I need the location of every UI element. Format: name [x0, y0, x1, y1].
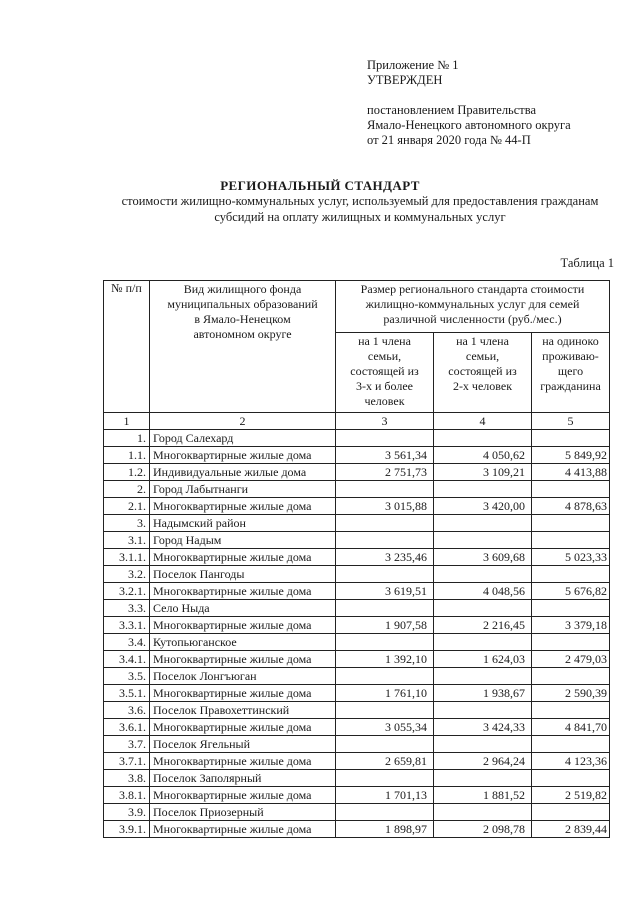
value-single	[532, 634, 610, 651]
value-family-2: 1 624,03	[434, 651, 532, 668]
row-name: Поселок Ягельный	[150, 736, 336, 753]
table-row	[104, 634, 610, 651]
value-single	[532, 736, 610, 753]
value-single: 2 839,44	[532, 821, 610, 838]
header-number: № п/п	[104, 281, 150, 413]
row-name: Поселок Правохеттинский	[150, 702, 336, 719]
row-name: Поселок Заполярный	[150, 770, 336, 787]
row-code: 3.7.1.	[104, 753, 150, 770]
row-name: Село Ныда	[150, 600, 336, 617]
value-family-2: 2 216,45	[434, 617, 532, 634]
table-row	[104, 719, 610, 736]
table-row	[104, 583, 610, 600]
row-name: Многоквартирные жилые дома	[150, 719, 336, 736]
value-family-2	[434, 566, 532, 583]
table-row	[104, 566, 610, 583]
approved-label: УТВЕРЖДЕН	[367, 73, 443, 87]
value-family-2	[434, 736, 532, 753]
value-family-2: 4 050,62	[434, 447, 532, 464]
value-single	[532, 515, 610, 532]
table-row	[104, 549, 610, 566]
row-code: 2.	[104, 481, 150, 498]
value-family-2: 3 420,00	[434, 498, 532, 515]
table-row	[104, 685, 610, 702]
value-single: 5 676,82	[532, 583, 610, 600]
value-family-2: 2 964,24	[434, 753, 532, 770]
value-family-2	[434, 668, 532, 685]
resolution-date-line: от 21 января 2020 года № 44-П	[367, 133, 531, 147]
appendix-number: Приложение № 1	[367, 58, 459, 72]
value-family-2	[434, 634, 532, 651]
table-row	[104, 804, 610, 821]
table-row	[104, 787, 610, 804]
row-name: Город Салехард	[150, 430, 336, 447]
row-code: 2.1.	[104, 498, 150, 515]
value-family-2	[434, 481, 532, 498]
value-family-3plus: 1 907,58	[336, 617, 434, 634]
table-row	[104, 651, 610, 668]
row-code: 3.4.	[104, 634, 150, 651]
row-code: 3.1.	[104, 532, 150, 549]
value-single: 4 841,70	[532, 719, 610, 736]
value-family-3plus: 1 701,13	[336, 787, 434, 804]
index-cell: 3	[336, 413, 434, 430]
row-code: 1.	[104, 430, 150, 447]
row-name: Многоквартирные жилые дома	[150, 617, 336, 634]
value-family-3plus	[336, 566, 434, 583]
header-single: на одиноко проживаю-щего гражданина	[532, 333, 610, 413]
header-family-2: на 1 члена семьи, состоящей из 2-х человек	[434, 333, 532, 413]
row-code: 3.5.	[104, 668, 150, 685]
row-code: 3.6.	[104, 702, 150, 719]
value-family-2	[434, 532, 532, 549]
table-row	[104, 464, 610, 481]
value-family-3plus: 2 751,73	[336, 464, 434, 481]
row-name: Индивидуальные жилые дома	[150, 464, 336, 481]
table-row	[104, 668, 610, 685]
index-cell: 2	[150, 413, 336, 430]
value-single	[532, 481, 610, 498]
row-name: Поселок Пангоды	[150, 566, 336, 583]
row-code: 3.5.1.	[104, 685, 150, 702]
table-row	[104, 481, 610, 498]
row-code: 3.7.	[104, 736, 150, 753]
row-code: 3.4.1.	[104, 651, 150, 668]
row-name: Надымский район	[150, 515, 336, 532]
value-family-3plus: 3 235,46	[336, 549, 434, 566]
row-code: 3.3.	[104, 600, 150, 617]
value-single: 2 519,82	[532, 787, 610, 804]
value-family-3plus: 3 055,34	[336, 719, 434, 736]
index-cell: 4	[434, 413, 532, 430]
row-code: 3.9.	[104, 804, 150, 821]
standards-table	[103, 280, 610, 838]
table-row	[104, 770, 610, 787]
table-row	[104, 600, 610, 617]
row-code: 3.	[104, 515, 150, 532]
value-single: 2 479,03	[532, 651, 610, 668]
value-family-3plus	[336, 702, 434, 719]
row-name: Многоквартирные жилые дома	[150, 498, 336, 515]
value-single: 5 023,33	[532, 549, 610, 566]
index-cell: 5	[532, 413, 610, 430]
row-name: Многоквартирные жилые дома	[150, 685, 336, 702]
value-family-2	[434, 430, 532, 447]
value-single: 4 878,63	[532, 498, 610, 515]
index-row	[104, 413, 610, 430]
value-family-3plus	[336, 668, 434, 685]
row-name: Город Надым	[150, 532, 336, 549]
document-subtitle-line-2: субсидий на оплату жилищных и коммунальных услуг	[214, 210, 506, 224]
value-family-2: 3 609,68	[434, 549, 532, 566]
value-family-2	[434, 600, 532, 617]
header-housing-type: Вид жилищного фонда муниципальных образований в Ямало-Ненецком автономном округе	[150, 281, 336, 413]
value-family-3plus: 3 561,34	[336, 447, 434, 464]
table-row	[104, 753, 610, 770]
region-line: Ямало-Ненецкого автономного округа	[367, 118, 571, 132]
value-family-3plus	[336, 430, 434, 447]
value-family-2: 3 109,21	[434, 464, 532, 481]
value-single	[532, 804, 610, 821]
header-standard-size: Размер регионального стандарта стоимости жилищно-коммунальных услуг для семей различной численности (руб./мес.)	[336, 281, 610, 333]
document-title: РЕГИОНАЛЬНЫЙ СТАНДАРТ	[220, 178, 420, 193]
value-family-3plus	[336, 532, 434, 549]
table-row	[104, 617, 610, 634]
value-family-3plus: 1 898,97	[336, 821, 434, 838]
row-name: Многоквартирные жилые дома	[150, 753, 336, 770]
row-name: Многоквартирные жилые дома	[150, 651, 336, 668]
value-family-3plus	[336, 481, 434, 498]
row-name: Многоквартирные жилые дома	[150, 549, 336, 566]
row-code: 3.2.	[104, 566, 150, 583]
value-single	[532, 600, 610, 617]
value-single: 2 590,39	[532, 685, 610, 702]
table-row	[104, 515, 610, 532]
row-name: Многоквартирные жилые дома	[150, 787, 336, 804]
index-cell: 1	[104, 413, 150, 430]
row-name: Кутопьюганское	[150, 634, 336, 651]
table-row	[104, 430, 610, 447]
row-name: Многоквартирные жилые дома	[150, 821, 336, 838]
value-family-3plus	[336, 634, 434, 651]
row-name: Многоквартирные жилые дома	[150, 447, 336, 464]
document-subtitle-line-1: стоимости жилищно-коммунальных услуг, используемый для предоставления гражданам	[121, 194, 599, 208]
row-name: Поселок Лонгъюган	[150, 668, 336, 685]
table-number: Таблица 1	[560, 256, 614, 270]
table-row	[104, 736, 610, 753]
table-row	[104, 447, 610, 464]
value-family-2: 1 938,67	[434, 685, 532, 702]
header-family-3plus: на 1 члена семьи, состоящей из 3-х и более человек	[336, 333, 434, 413]
row-code: 1.1.	[104, 447, 150, 464]
table-body	[104, 413, 610, 838]
row-name: Поселок Приозерный	[150, 804, 336, 821]
value-single	[532, 770, 610, 787]
value-family-3plus	[336, 770, 434, 787]
value-family-2: 1 881,52	[434, 787, 532, 804]
row-code: 3.2.1.	[104, 583, 150, 600]
value-family-2: 4 048,56	[434, 583, 532, 600]
value-family-2	[434, 770, 532, 787]
resolution-line: постановлением Правительства	[367, 103, 537, 117]
value-family-2	[434, 515, 532, 532]
value-family-3plus: 1 392,10	[336, 651, 434, 668]
row-code: 1.2.	[104, 464, 150, 481]
value-single	[532, 702, 610, 719]
row-name: Город Лабытнанги	[150, 481, 336, 498]
row-code: 3.6.1.	[104, 719, 150, 736]
value-single	[532, 532, 610, 549]
value-family-3plus	[336, 515, 434, 532]
row-code: 3.1.1.	[104, 549, 150, 566]
value-family-3plus	[336, 600, 434, 617]
table-row	[104, 498, 610, 515]
value-family-3plus: 3 015,88	[336, 498, 434, 515]
value-single	[532, 430, 610, 447]
table-row	[104, 821, 610, 838]
value-single	[532, 566, 610, 583]
value-single: 3 379,18	[532, 617, 610, 634]
row-name: Многоквартирные жилые дома	[150, 583, 336, 600]
value-family-2: 3 424,33	[434, 719, 532, 736]
value-single: 4 123,36	[532, 753, 610, 770]
value-family-2	[434, 702, 532, 719]
value-single: 4 413,88	[532, 464, 610, 481]
value-family-2	[434, 804, 532, 821]
value-family-3plus	[336, 736, 434, 753]
table-row	[104, 702, 610, 719]
value-family-2: 2 098,78	[434, 821, 532, 838]
row-code: 3.8.1.	[104, 787, 150, 804]
value-single: 5 849,92	[532, 447, 610, 464]
table-row	[104, 532, 610, 549]
value-single	[532, 668, 610, 685]
value-family-3plus: 2 659,81	[336, 753, 434, 770]
row-code: 3.8.	[104, 770, 150, 787]
row-code: 3.9.1.	[104, 821, 150, 838]
value-family-3plus: 3 619,51	[336, 583, 434, 600]
value-family-3plus	[336, 804, 434, 821]
value-family-3plus: 1 761,10	[336, 685, 434, 702]
row-code: 3.3.1.	[104, 617, 150, 634]
